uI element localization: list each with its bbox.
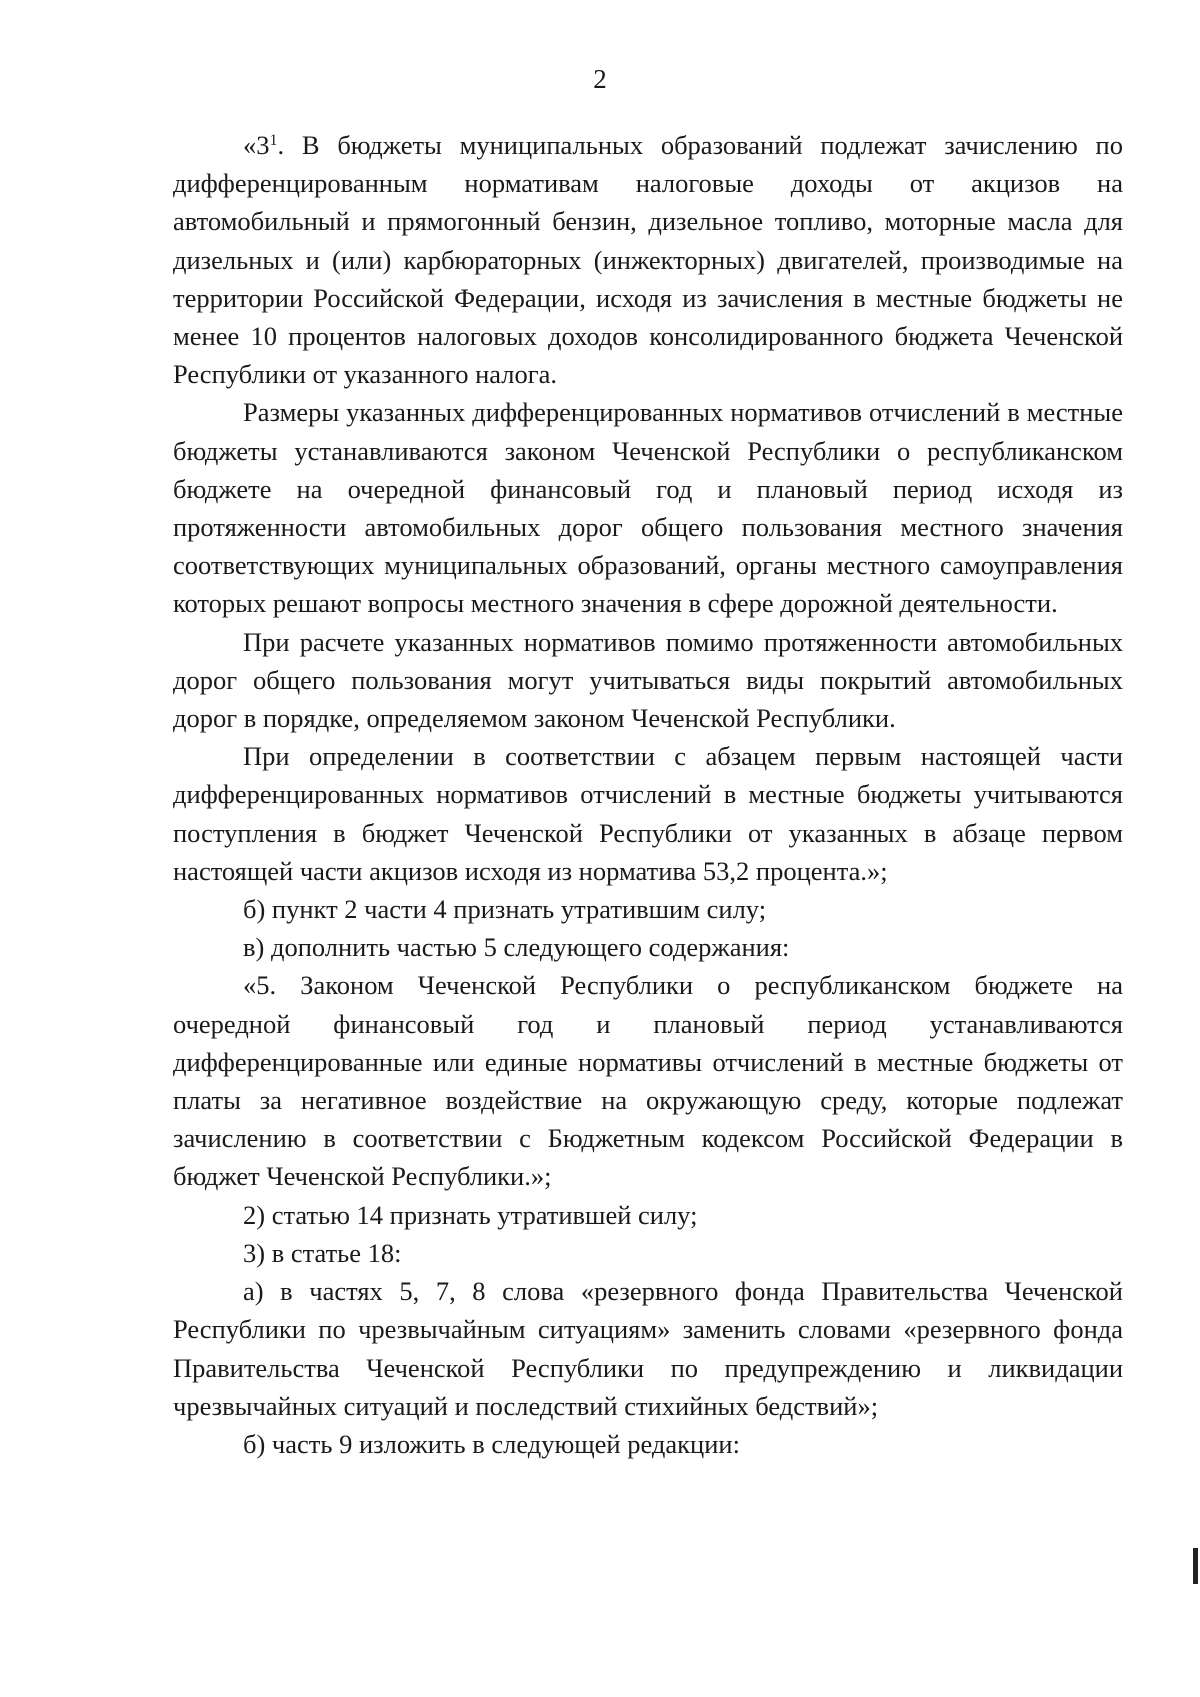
paragraph-text: . В бюджеты муниципальных образований подлежат зачислению по дифференцированным нормативам налоговые доходы от акцизов на автомобильный и прямогонный бензин, дизельное топливо, моторные масла для дизельных и (или) карбюраторных (инжекторных) двигателей, производимые на территории Российской Федерации, исходя из зачисления в местные бюджеты не менее 10 процентов налоговых доходов консолидированного бюджета Чеченской Республики от указанного налога.: [173, 130, 1123, 390]
paragraph-item-b: б) пункт 2 части 4 признать утратившим силу;: [243, 894, 767, 925]
paragraph-item-v: в) дополнить частью 5 следующего содержания:: [243, 932, 790, 963]
paragraph-article-3-1: [173, 126, 1123, 393]
page-number: 2: [593, 64, 607, 94]
article-superscript: 1: [269, 132, 278, 149]
paragraph-item-2: 2) статью 14 признать утратившей силу;: [243, 1199, 698, 1230]
paragraph-norm-calculation: При расчете указанных нормативов помимо протяженности автомобильных дорог общего пользования могут учитываться виды покрытий автомобильных дорог в порядке, определяемом законом Чеченской Республики.: [173, 626, 1123, 734]
article-number: «3: [243, 130, 270, 160]
paragraph-norm-definition: При определении в соответствии с абзацем первым настоящей части дифференцированных нормативов отчислений в местные бюджеты учитываются поступления в бюджет Чеченской Республики от указанных в абзаце первом настоящей части акцизов исходя из норматива 53,2 процента.»;: [173, 741, 1123, 886]
document-body: [173, 126, 1123, 1463]
paragraph-item-a: а) в частях 5, 7, 8 слова «резервного фонда Правительства Чеченской Республики по чрезвычайным ситуациям» заменить словами «резервного фонда Правительства Чеченской Республики по предупреждению и ликвидации чрезвычайных ситуаций и последствий стихийных бедствий»;: [173, 1276, 1123, 1421]
paragraph-item-b-part-9: б) часть 9 изложить в следующей редакции:: [243, 1428, 740, 1459]
paragraph-norm-sizes: Размеры указанных дифференцированных нормативов отчислений в местные бюджеты устанавливаются законом Чеченской Республики о республиканском бюджете на очередной финансовый год и плановый период исходя из протяженности автомобильных дорог общего пользования местного значения соответствующих муниципальных образований, органы местного самоуправления которых решают вопросы местного значения в сфере дорожной деятельности.: [173, 397, 1123, 619]
scan-edge-mark: [1193, 1548, 1198, 1584]
paragraph-item-3: 3) в статье 18:: [243, 1237, 402, 1268]
paragraph-part-5: «5. Законом Чеченской Республики о республиканском бюджете на очередной финансовый год и плановый период устанавливаются дифференцированные или единые нормативы отчислений в местные бюджеты от платы за негативное воздействие на окружающую среду, которые подлежат зачислению в соответствии с Бюджетным кодексом Российской Федерации в бюджет Чеченской Республики.»;: [173, 970, 1123, 1192]
